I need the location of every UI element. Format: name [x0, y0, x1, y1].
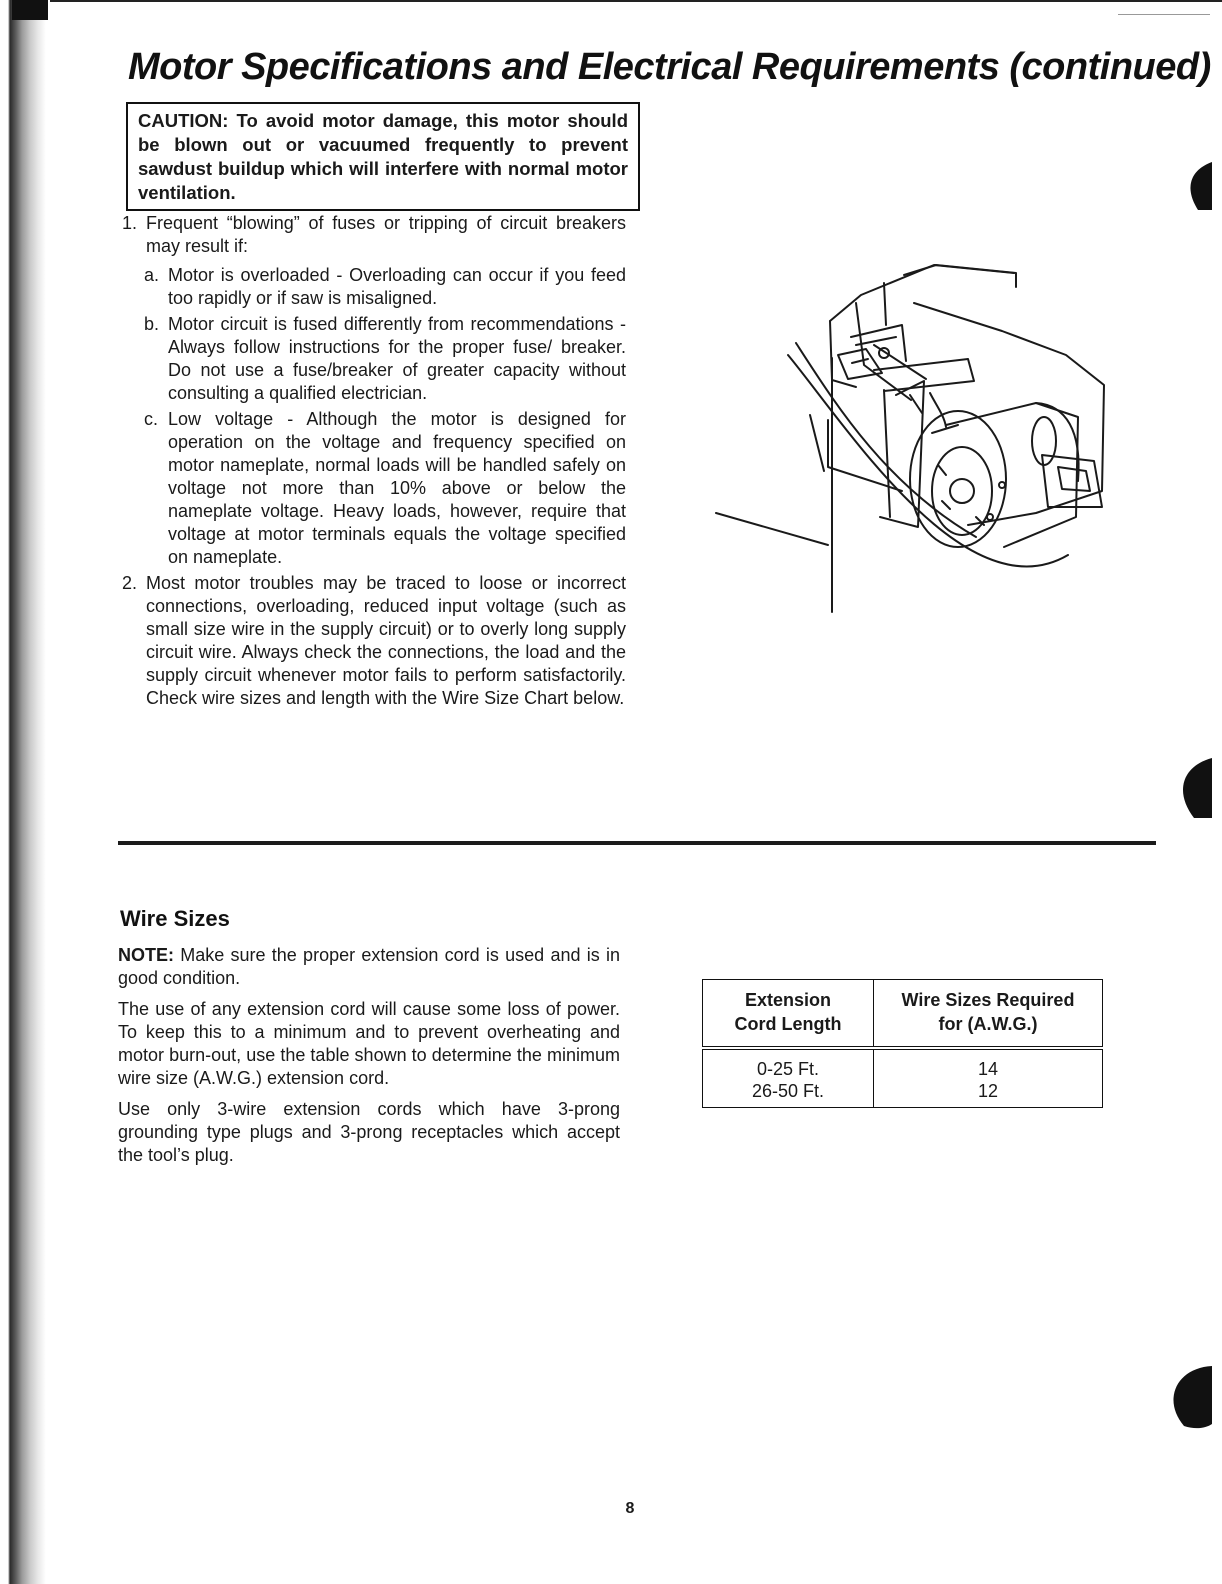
note-label: NOTE: — [118, 945, 174, 965]
sub-item-b — [144, 313, 626, 405]
header-wire-size — [874, 980, 1103, 1049]
page-number: 8 — [625, 1500, 635, 1517]
sub-number: b. — [144, 314, 160, 334]
wire-size-cell: 14 — [874, 1048, 1103, 1080]
header-line: Extension — [744, 990, 832, 1010]
spec-list — [118, 212, 626, 711]
note-text: Make sure the proper extension cord is used and is in good condition. — [118, 945, 620, 988]
table-row — [703, 1080, 1103, 1108]
sub-item-c — [144, 408, 626, 569]
wire-size-table — [702, 979, 1103, 1108]
page-title: Motor Specifications and Electrical Requirements (continued) — [128, 46, 1211, 88]
sub-number: a. — [144, 265, 160, 285]
table-header-row — [703, 980, 1103, 1049]
list-item-2 — [118, 572, 626, 710]
sub-number: c. — [144, 409, 159, 429]
sub-text: Motor is overloaded - Overloading can occur if you feed too rapidly or if saw is misaligned. — [168, 265, 626, 308]
sub-text: Motor circuit is fused differently from recommendations - Always follow instructions for the proper fuse/ breaker. Do not use a fuse/breaker of greater capacity without consulting a qualified electrician. — [168, 314, 626, 403]
wire-sizes-text — [118, 944, 620, 1175]
list-text: Frequent “blowing” of fuses or tripping of circuit breakers may result if: — [146, 213, 626, 256]
note-paragraph — [118, 944, 620, 990]
list-text: Most motor troubles may be traced to loose or incorrect connections, overloading, reduced input voltage (such as small size wire in the supply circuit) or to overly long supply circuit wire. Always check the connections, the load and the supply circuit whenever motor fails to perform satisfactorily. Check wire sizes and length with the Wire Size Chart below. — [146, 573, 626, 708]
sub-list — [144, 264, 626, 569]
table-row — [703, 1048, 1103, 1080]
top-rule — [50, 0, 1222, 2]
binder-hole-middle — [1172, 758, 1212, 818]
header-line: Wire Sizes Required — [901, 990, 1075, 1010]
cord-length-cell: 0-25 Ft. — [703, 1048, 874, 1080]
three-wire-paragraph: Use only 3-wire extension cords which have 3-prong grounding type plugs and 3-prong receptacles which accept the tool’s plug. — [118, 1099, 620, 1165]
list-number: 2. — [122, 573, 138, 593]
binder-hole-bottom — [1162, 1366, 1212, 1430]
wire-size-cell: 12 — [874, 1080, 1103, 1108]
motor-illustration — [706, 255, 1126, 617]
cord-length-cell: 26-50 Ft. — [703, 1080, 874, 1108]
wire-sizes-heading: Wire Sizes — [120, 906, 230, 931]
header-line: Cord Length — [734, 1014, 842, 1034]
binder-hole-top — [1180, 162, 1212, 210]
scan-edge — [0, 0, 46, 1584]
list-number: 1. — [122, 213, 138, 233]
header-cord-length — [703, 980, 874, 1049]
sub-text: Low voltage - Although the motor is designed for operation on the voltage and frequency specified on motor nameplate, normal loads will be handled safely on voltage not more than 10% above or below the nameplate voltage. Heavy loads, however, require that voltage at motor terminals equals the voltage specified on nameplate. — [168, 409, 626, 567]
list-item-1 — [118, 212, 626, 569]
caution-box: CAUTION: To avoid motor damage, this motor should be blown out or vacuumed frequently to prevent sawdust buildup which will interfere with normal motor ventilation. — [126, 102, 640, 211]
header-line: for (A.W.G.) — [938, 1014, 1038, 1034]
section-divider — [118, 841, 1156, 845]
extension-cord-paragraph: The use of any extension cord will cause some loss of power. To keep this to a minimum and to prevent overheating and motor burn-out, use the table shown to determine the minimum wire size (A.W.G.) extension cord. — [118, 999, 620, 1088]
top-right-line — [1118, 14, 1210, 15]
sub-item-a — [144, 264, 626, 310]
